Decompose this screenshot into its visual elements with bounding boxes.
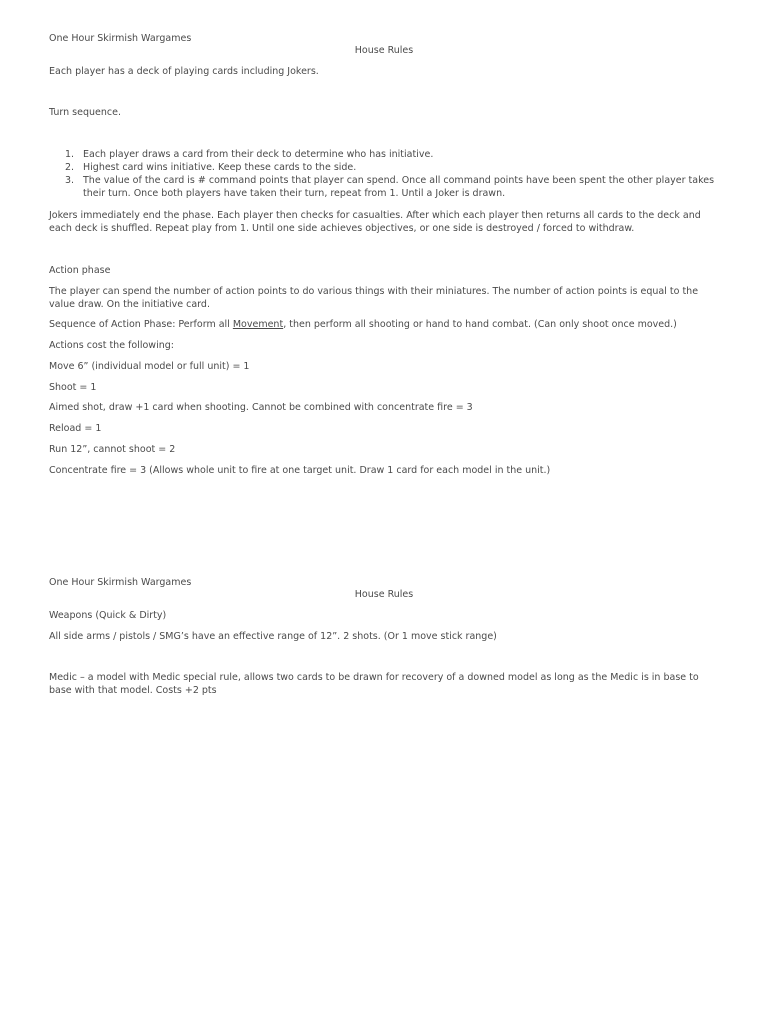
- action-phase-heading: Action phase: [49, 265, 111, 276]
- sequence-prefix: Sequence of Action Phase: Perform all: [49, 319, 233, 330]
- action-phase-paragraph: The player can spend the number of action points to do various things with their miniatures. The number of action points is equal to the value draw. On the initiative card.: [49, 286, 699, 310]
- document-title: House Rules: [354, 45, 414, 56]
- list-item-text: Each player draws a card from their deck to determine who has initiative.: [83, 149, 434, 160]
- turn-sequence-heading: Turn sequence.: [49, 107, 121, 118]
- sequence-paragraph: [49, 318, 719, 331]
- actions-heading: Actions cost the following:: [49, 340, 174, 351]
- weapons-heading: Weapons (Quick & Dirty): [49, 610, 167, 621]
- action-cost-line: Aimed shot, draw +1 card when shooting. Cannot be combined with concentrate fire = 3: [49, 402, 473, 413]
- document-header: One Hour Skirmish Wargames: [49, 33, 192, 44]
- movement-underlined: Movement: [232, 319, 284, 330]
- intro-paragraph: Each player has a deck of playing cards including Jokers.: [49, 66, 319, 77]
- action-cost-line: Concentrate fire = 3 (Allows whole unit to fire at one target unit. Draw 1 card for each model in the unit.): [49, 465, 551, 476]
- document-header: One Hour Skirmish Wargames: [49, 577, 192, 588]
- sequence-suffix: , then perform all shooting or hand to hand combat. (Can only shoot once moved.): [283, 319, 677, 330]
- action-cost-line: Run 12”, cannot shoot = 2: [49, 444, 176, 455]
- action-cost-line: Move 6” (individual model or full unit) = 1: [49, 361, 250, 372]
- document-title: House Rules: [354, 589, 414, 600]
- list-item-number: 2.: [65, 162, 75, 173]
- medic-paragraph: Medic – a model with Medic special rule, allows two cards to be drawn for recovery of a downed model as long as the Medic is in base to base with that model. Costs +2 pts: [49, 672, 699, 696]
- action-cost-line: Reload = 1: [49, 423, 102, 434]
- jokers-paragraph: Jokers immediately end the phase. Each player then checks for casualties. After which each player then returns all cards to the deck and each deck is shuffled. Repeat play from 1. Until one side achieves objectives, or one side is destroyed / forced to withdraw.: [49, 210, 701, 234]
- list-item-text: The value of the card is # command points that player can spend. Once all command points have been spent the other player takes their turn. Once both players have taken their turn, repeat from 1. Until a Joker is drawn.: [83, 175, 715, 199]
- weapons-paragraph: All side arms / pistols / SMG’s have an effective range of 12”. 2 shots. (Or 1 move stick range): [49, 631, 497, 642]
- action-cost-line: Shoot = 1: [49, 382, 97, 393]
- list-item-text: Highest card wins initiative. Keep these cards to the side.: [83, 162, 357, 173]
- list-item-number: 3.: [65, 175, 75, 186]
- list-item-number: 1.: [65, 149, 75, 160]
